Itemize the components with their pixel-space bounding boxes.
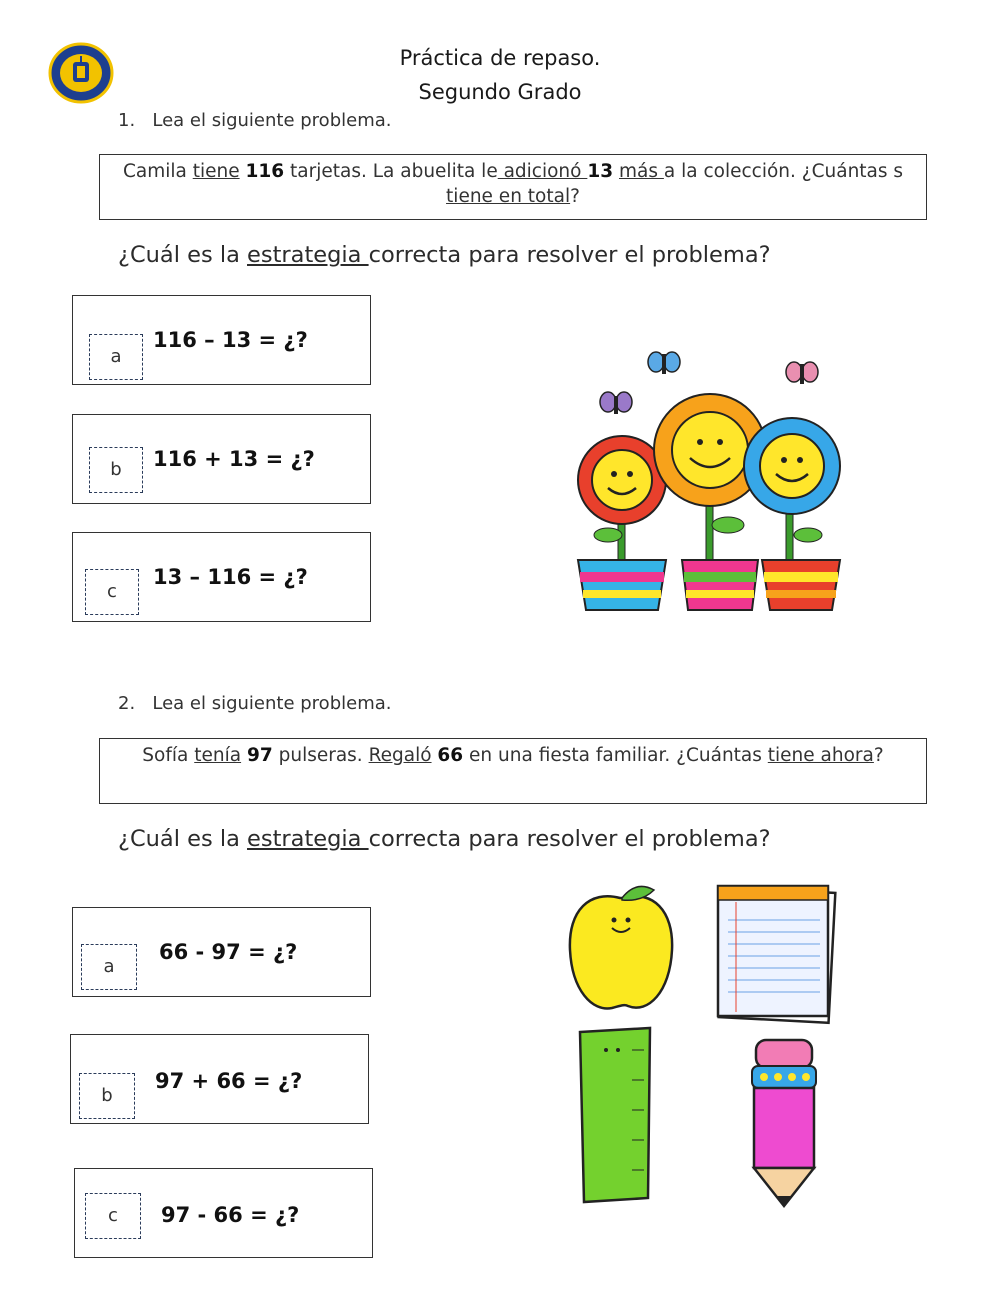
problem-2-number: 2. bbox=[118, 693, 136, 714]
page-title: Práctica de repaso. bbox=[399, 46, 601, 70]
butterfly-icon bbox=[600, 392, 632, 414]
school-supplies-illustration bbox=[562, 880, 852, 1210]
answer-drop-zone[interactable]: b bbox=[89, 447, 143, 493]
problem-1-instruction-text: Lea el siguiente problema. bbox=[152, 110, 392, 131]
answer-drop-zone[interactable]: c bbox=[85, 1193, 141, 1239]
answer-drop-zone[interactable]: a bbox=[81, 944, 137, 990]
problem-1-instruction bbox=[118, 110, 391, 131]
problem-2-option-a[interactable] bbox=[72, 907, 371, 997]
answer-drop-zone[interactable]: a bbox=[89, 334, 143, 380]
answer-drop-zone[interactable]: c bbox=[85, 569, 139, 615]
problem-2-question: ¿Cuál es la estrategia correcta para resolver el problema? bbox=[118, 826, 771, 852]
school-supplies-icon bbox=[562, 880, 852, 1210]
problem-1-option-c[interactable] bbox=[72, 532, 371, 622]
problem-2-option-b[interactable] bbox=[70, 1034, 369, 1124]
option-equation: 66 - 97 = ¿? bbox=[159, 940, 298, 964]
pencil-icon bbox=[752, 1040, 816, 1206]
apple-icon bbox=[570, 886, 672, 1008]
problem-1-option-a[interactable] bbox=[72, 295, 371, 385]
option-equation: 116 – 13 = ¿? bbox=[153, 328, 308, 352]
option-equation: 13 – 116 = ¿? bbox=[153, 565, 308, 589]
notepad-icon bbox=[718, 886, 835, 1023]
flowers-icon bbox=[570, 340, 850, 615]
option-equation: 97 + 66 = ¿? bbox=[155, 1069, 303, 1093]
answer-drop-zone[interactable]: b bbox=[79, 1073, 135, 1119]
problem-2-instruction bbox=[118, 693, 391, 714]
option-equation: 97 - 66 = ¿? bbox=[161, 1203, 300, 1227]
problem-1-option-b[interactable] bbox=[72, 414, 371, 504]
ruler-icon bbox=[580, 1028, 650, 1202]
problem-1-number: 1. bbox=[118, 110, 136, 131]
problem-1-question: ¿Cuál es la estrategia correcta para resolver el problema? bbox=[118, 242, 771, 268]
problem-2-instruction-text: Lea el siguiente problema. bbox=[152, 693, 392, 714]
flower-pots-illustration bbox=[570, 340, 850, 615]
option-equation: 116 + 13 = ¿? bbox=[153, 447, 315, 471]
problem-2-statement-box: Sofía tenía 97 pulseras. Regaló 66 en una fiesta familiar. ¿Cuántas tiene ahora? bbox=[99, 738, 927, 804]
problem-1-statement-box: Camila tiene 116 tarjetas. La abuelita le adicionó 13 más a la colección. ¿Cuántas s tiene en total? bbox=[99, 154, 927, 220]
page-subtitle: Segundo Grado bbox=[418, 80, 582, 104]
problem-2-option-c[interactable] bbox=[74, 1168, 373, 1258]
